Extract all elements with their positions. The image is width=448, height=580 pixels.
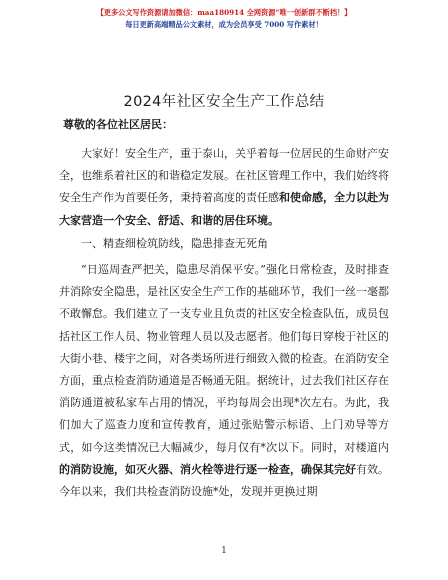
paragraph-intro <box>59 143 389 232</box>
promo-header-line-1: 【更多公文写作资源请加微信：maa180914 全网资源“唯一创新群不断档！】 <box>96 8 352 17</box>
page-number: 1 <box>221 546 227 556</box>
inspection-text: “日巡周查严把关，隐患尽消保平安。”强化日常检查，及时排查并消除安全隐患，是社区安全生产工作的基础环节，我们一丝一毫都不敢懈怠。我们建立了一支专业且负责的社区安全检查队伍，成员包括社区工作人员、物业管理人员以及志愿者。他们每日穿梭于社区的大街小巷、楼宇之间，对各类场所进行细致入微的检查。在消防安全方面，重点检查消防通道是否畅通无阻。据统计，过去我们社区存在消防通道被私家车占用的情况，平均每周会出现*次左右。为此，我们加大了巡查力度和宣传教育，通过张贴警示标语、上门劝导等方式，如今这类情况已大幅减少，每月仅有*次以下。同时，对楼道内 <box>59 263 389 454</box>
intro-bold-text: 和使命感，全力以赴为大家营造一个安全、舒适、和谐的居住环境。 <box>59 191 389 227</box>
promo-header-line-2: 每日更新高端精品公文素材，成为会员享受 7000 写作素材！ <box>125 20 323 29</box>
inspection-tail-text: 有效。今年以来，我们共检查消防设施*处，发现并更换过期 <box>59 462 389 499</box>
inspection-bold-text: 的消防设施，如灭火器、消火栓等进行逐一检查，确保其完好 <box>59 462 356 476</box>
document-title: 2024年社区安全生产工作总结 <box>123 94 325 110</box>
section-heading <box>59 233 389 255</box>
paragraph-inspection <box>59 259 389 503</box>
salutation: 尊敬的各位社区居民： <box>63 118 173 131</box>
intro-text: 大家好！安全生产，重于泰山，关乎着每一位居民的生命财产安全，也维系着社区的和谐稳定发展。在社区管理工作中，我们始终将安全生产作为首要任务，秉持着高度的责任感 <box>59 147 389 205</box>
section-heading-text: 一、精查细检筑防线，隐患排查无死角 <box>81 237 268 250</box>
